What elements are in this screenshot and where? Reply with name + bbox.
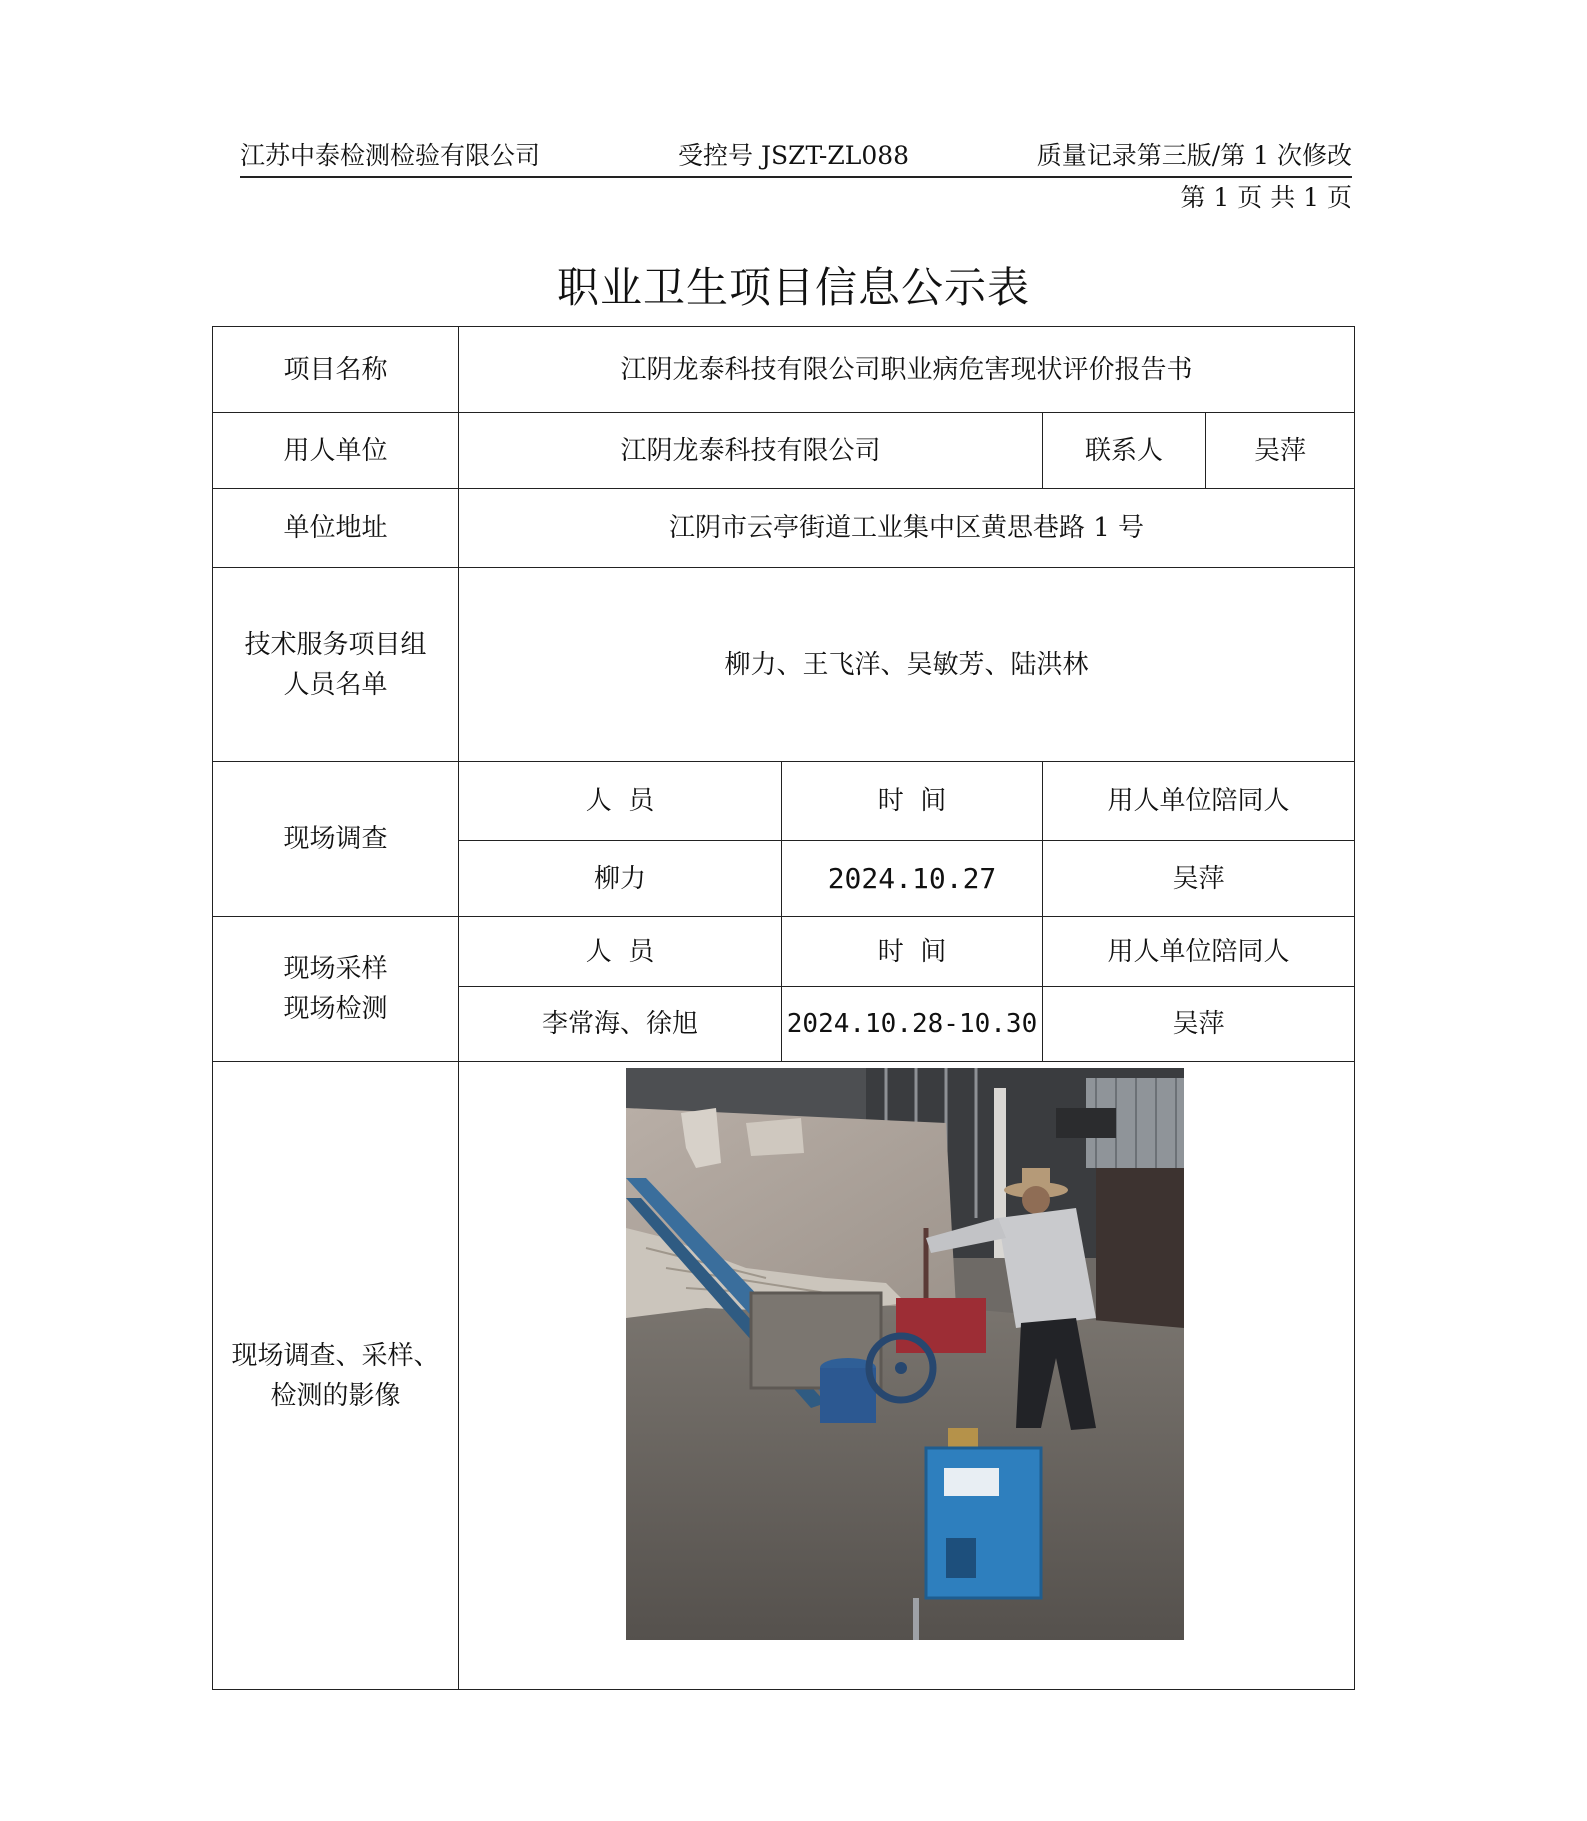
team-label-line1: 技术服务项目组: [244, 629, 427, 660]
sampling-person: 李常海、徐旭: [459, 987, 782, 1062]
images-label: [213, 1062, 459, 1690]
header-company: 江苏中泰检测检验有限公司: [240, 141, 541, 170]
survey-escort: 吴萍: [1043, 841, 1355, 917]
info-table: [212, 326, 1355, 1690]
sampling-label-line2: 现场检测: [283, 994, 388, 1024]
survey-time: 2024.10.27: [782, 841, 1043, 917]
row-images: [213, 1062, 1355, 1690]
row-team: [213, 568, 1355, 762]
survey-col-person: 人 员: [459, 762, 782, 841]
row-sampling-header: [213, 917, 1355, 987]
images-cell: [459, 1062, 1355, 1690]
row-employer: [213, 413, 1355, 489]
row-project-name: [213, 327, 1355, 413]
address-value: 江阴市云亭街道工业集中区黄思巷路 1 号: [459, 489, 1355, 568]
sampling-escort: 吴萍: [1043, 987, 1355, 1062]
site-photo-illustration: [626, 1068, 1184, 1640]
sampling-label: [213, 917, 459, 1062]
site-photo: [626, 1068, 1184, 1640]
header-page-number: 第 1 页 共 1 页: [1180, 183, 1352, 212]
project-name-label: 项目名称: [213, 327, 459, 413]
team-label-line2: 人员名单: [283, 669, 388, 700]
team-label: [213, 568, 459, 762]
survey-label: 现场调查: [213, 762, 459, 917]
survey-person: 柳力: [459, 841, 782, 917]
project-name-value: 江阴龙泰科技有限公司职业病危害现状评价报告书: [459, 327, 1355, 413]
header-control-number: 受控号 JSZT-ZL088: [678, 141, 910, 170]
survey-col-escort: 用人单位陪同人: [1043, 762, 1355, 841]
employer-value: 江阴龙泰科技有限公司: [459, 413, 1043, 489]
sampling-col-time: 时 间: [782, 917, 1043, 987]
row-address: [213, 489, 1355, 568]
sampling-col-person: 人 员: [459, 917, 782, 987]
contact-value: 吴萍: [1206, 413, 1355, 489]
document-title: 职业卫生项目信息公示表: [556, 263, 1030, 312]
row-survey-header: [213, 762, 1355, 841]
sampling-label-line1: 现场采样: [283, 954, 388, 984]
header-edition: 质量记录第三版/第 1 次修改: [1036, 141, 1352, 170]
sampling-col-escort: 用人单位陪同人: [1043, 917, 1355, 987]
contact-label: 联系人: [1043, 413, 1206, 489]
team-value: 柳力、王飞洋、吴敏芳、陆洪林: [459, 568, 1355, 762]
employer-label: 用人单位: [213, 413, 459, 489]
survey-col-time: 时 间: [782, 762, 1043, 841]
address-label: 单位地址: [213, 489, 459, 568]
images-label-line2: 检测的影像: [270, 1380, 401, 1411]
images-label-line1: 现场调查、采样、: [231, 1340, 440, 1371]
sampling-time: 2024.10.28-10.30: [782, 987, 1043, 1062]
